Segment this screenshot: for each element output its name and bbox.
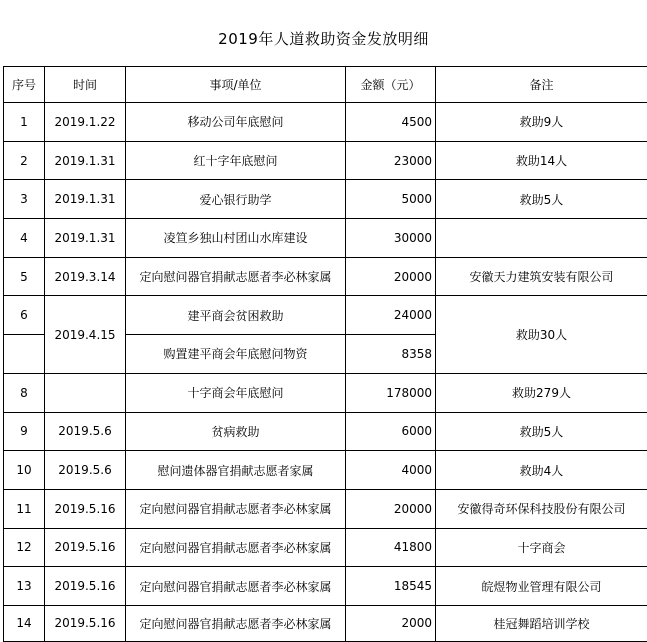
cell-amount: 5000 bbox=[346, 180, 436, 219]
table-row bbox=[4, 605, 647, 641]
table-row bbox=[4, 373, 647, 412]
cell-item: 定向慰问器官捐献志愿者李必林家属 bbox=[126, 528, 346, 567]
cell-item: 红十字年底慰问 bbox=[126, 141, 346, 180]
cell-amount: 18545 bbox=[346, 567, 436, 606]
cell-date-merged: 2019.4.15 bbox=[45, 296, 126, 373]
header-item: 事项/单位 bbox=[126, 67, 346, 103]
cell-amount: 41800 bbox=[346, 528, 436, 567]
cell-item: 凌笪乡独山村团山水库建设 bbox=[126, 219, 346, 258]
cell-date: 2019.5.6 bbox=[45, 412, 126, 451]
table-row bbox=[4, 412, 647, 451]
cell-no: 14 bbox=[4, 605, 45, 641]
cell-amount: 24000 bbox=[346, 296, 436, 335]
cell-no: 11 bbox=[4, 489, 45, 528]
relief-fund-table bbox=[3, 66, 647, 642]
cell-note: 安徽得奇环保科技股份有限公司 bbox=[436, 489, 647, 528]
header-date: 时间 bbox=[45, 67, 126, 103]
header-note: 备注 bbox=[436, 67, 647, 103]
cell-no: 3 bbox=[4, 180, 45, 219]
cell-date: 2019.1.31 bbox=[45, 219, 126, 258]
cell-no: 5 bbox=[4, 257, 45, 296]
cell-no: 12 bbox=[4, 528, 45, 567]
cell-no: 4 bbox=[4, 219, 45, 258]
cell-no: 2 bbox=[4, 141, 45, 180]
cell-item: 定向慰问器官捐献志愿者李必林家属 bbox=[126, 489, 346, 528]
page-title: 2019年人道救助资金发放明细 bbox=[0, 28, 647, 49]
cell-item: 定向慰问器官捐献志愿者李必林家属 bbox=[126, 257, 346, 296]
cell-date: 2019.5.16 bbox=[45, 567, 126, 606]
cell-date: 2019.5.16 bbox=[45, 605, 126, 641]
cell-item: 移动公司年底慰问 bbox=[126, 103, 346, 142]
header-amount: 金额（元） bbox=[346, 67, 436, 103]
cell-note: 救助9人 bbox=[436, 103, 647, 142]
cell-date: 2019.1.31 bbox=[45, 180, 126, 219]
cell-item: 十字商会年底慰问 bbox=[126, 373, 346, 412]
cell-date: 2019.5.16 bbox=[45, 489, 126, 528]
table-row bbox=[4, 180, 647, 219]
cell-no: 9 bbox=[4, 412, 45, 451]
cell-amount: 20000 bbox=[346, 489, 436, 528]
cell-date: 2019.5.6 bbox=[45, 451, 126, 490]
cell-no: 8 bbox=[4, 373, 45, 412]
table-row bbox=[4, 103, 647, 142]
cell-amount: 6000 bbox=[346, 412, 436, 451]
table-header-row bbox=[4, 67, 647, 103]
cell-item: 慰问遗体器官捐献志愿者家属 bbox=[126, 451, 346, 490]
cell-note: 救助4人 bbox=[436, 451, 647, 490]
cell-amount: 30000 bbox=[346, 219, 436, 258]
table-row bbox=[4, 141, 647, 180]
table-row bbox=[4, 451, 647, 490]
cell-no: 10 bbox=[4, 451, 45, 490]
table-row bbox=[4, 296, 647, 335]
cell-date: 2019.5.16 bbox=[45, 528, 126, 567]
cell-date: 2019.1.31 bbox=[45, 141, 126, 180]
cell-note-merged: 救助30人 bbox=[436, 296, 647, 373]
cell-amount: 2000 bbox=[346, 605, 436, 641]
cell-no: 13 bbox=[4, 567, 45, 606]
table-row bbox=[4, 219, 647, 258]
cell-item: 定向慰问器官捐献志愿者李必林家属 bbox=[126, 567, 346, 606]
cell-date bbox=[45, 373, 126, 412]
cell-item: 购置建平商会年底慰问物资 bbox=[126, 335, 346, 374]
cell-amount: 4500 bbox=[346, 103, 436, 142]
table-row bbox=[4, 567, 647, 606]
cell-amount: 23000 bbox=[346, 141, 436, 180]
cell-no bbox=[4, 335, 45, 374]
table-row bbox=[4, 489, 647, 528]
cell-amount: 20000 bbox=[346, 257, 436, 296]
cell-date: 2019.3.14 bbox=[45, 257, 126, 296]
cell-item: 贫病救助 bbox=[126, 412, 346, 451]
cell-note: 救助5人 bbox=[436, 180, 647, 219]
header-no: 序号 bbox=[4, 67, 45, 103]
cell-note: 救助279人 bbox=[436, 373, 647, 412]
cell-note: 安徽天力建筑安装有限公司 bbox=[436, 257, 647, 296]
cell-date: 2019.1.22 bbox=[45, 103, 126, 142]
cell-amount: 4000 bbox=[346, 451, 436, 490]
cell-item: 定向慰问器官捐献志愿者李必林家属 bbox=[126, 605, 346, 641]
cell-note: 十字商会 bbox=[436, 528, 647, 567]
cell-amount: 178000 bbox=[346, 373, 436, 412]
cell-amount: 8358 bbox=[346, 335, 436, 374]
cell-no: 6 bbox=[4, 296, 45, 335]
cell-note bbox=[436, 219, 647, 258]
table-row bbox=[4, 257, 647, 296]
cell-note: 桂冠舞蹈培训学校 bbox=[436, 605, 647, 641]
cell-item: 建平商会贫困救助 bbox=[126, 296, 346, 335]
cell-note: 救助14人 bbox=[436, 141, 647, 180]
cell-no: 1 bbox=[4, 103, 45, 142]
cell-item: 爱心银行助学 bbox=[126, 180, 346, 219]
cell-note: 皖煜物业管理有限公司 bbox=[436, 567, 647, 606]
table-row bbox=[4, 528, 647, 567]
cell-note: 救助5人 bbox=[436, 412, 647, 451]
